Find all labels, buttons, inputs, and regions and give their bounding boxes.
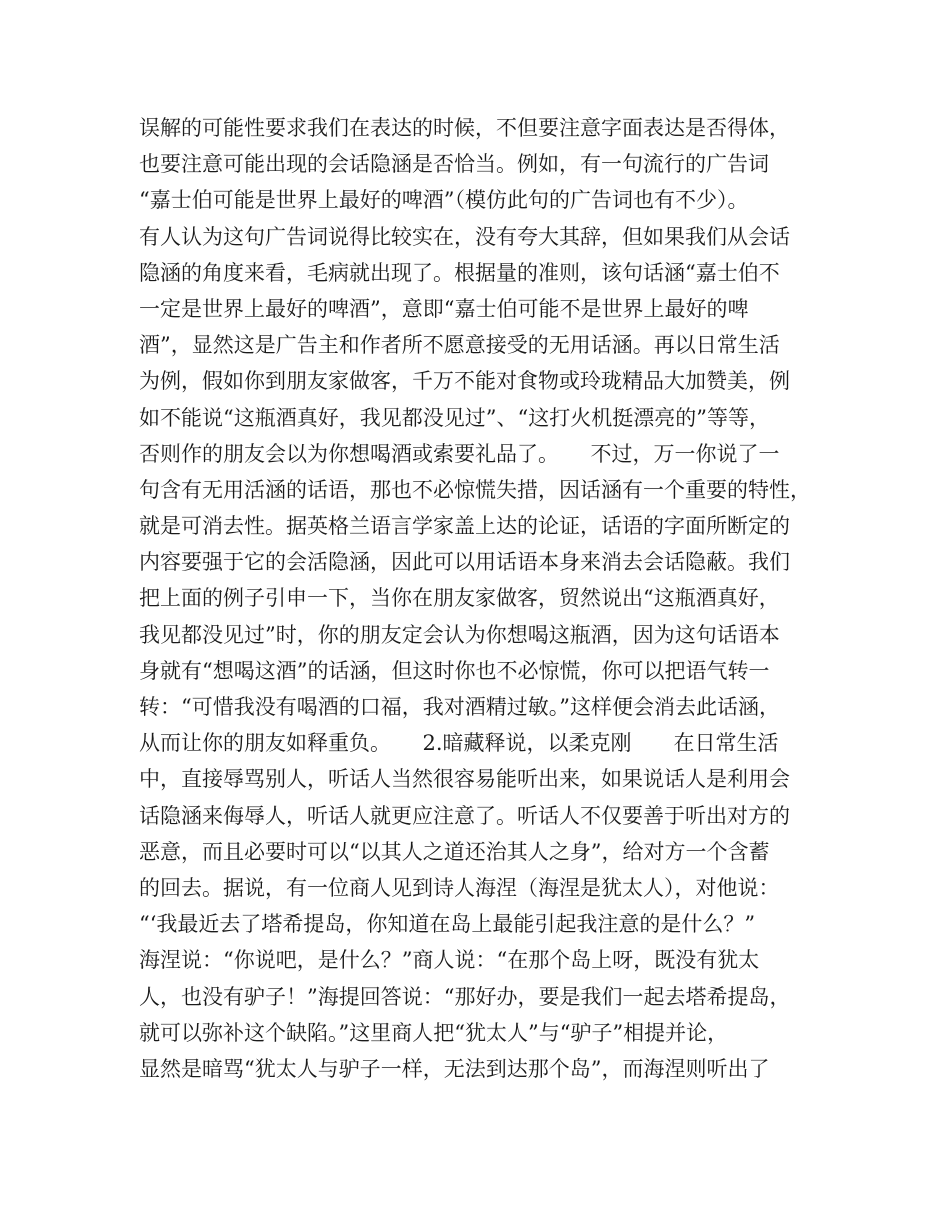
text-line: 就可以弥补这个缺陷。”这里商人把“犹太人”与“驴子”相提并论， <box>139 1020 729 1045</box>
text-line: 一定是世界上最好的啤酒”，意即“嘉士伯可能不是世界上最好的啤 <box>139 296 749 321</box>
text-line: 误解的可能性要求我们在表达的时候，不但要注意字面表达是否得体， <box>139 116 790 140</box>
text-line: 恶意，而且必要时可以“以其人之道还治其人之身”，给对方一个含蓄 <box>139 839 770 864</box>
text-line: 从而让你的朋友如释重负。 2.暗藏释说，以柔克刚 在日常生活 <box>139 731 779 756</box>
text-line: 海涅说：“你说吧，是什么？”商人说：“在那个岛上呀，既没有犹太 <box>139 948 760 973</box>
text-line: 句含有无用活涵的话语，那也不必惊慌失措，因话涵有一个重要的特性， <box>139 477 811 502</box>
text-line: “‘我最近去了塔希提岛，你知道在岛上最能引起我注意的是什么？” <box>139 912 756 937</box>
text-line: 也要注意可能出现的会话隐涵是否恰当。例如，有一句流行的广告词 <box>139 152 769 177</box>
text-line: 有人认为这句广告词说得比较实在，没有夸大其辞，但如果我们从会话 <box>139 224 790 249</box>
text-line: 内容要强于它的会活隐涵，因此可以用话语本身来消去会话隐蔽。我们 <box>139 550 790 575</box>
text-line: 酒”，显然这是广告主和作者所不愿意接受的无用话涵。再以日常生活 <box>139 333 780 358</box>
text-line: “嘉士伯可能是世界上最好的啤酒”（模仿此句的广告词也有不少）。 <box>139 188 749 213</box>
text-line: 如不能说“这瓶酒真好，我见都没见过”、“这打火机挺漂亮的”等等， <box>139 405 770 430</box>
text-line: 否则作的朋友会以为你想喝酒或索要礼品了。 不过，万一你说了一 <box>139 441 780 466</box>
text-line: 把上面的例子引申一下，当你在朋友家做客，贸然说出“这瓶酒真好， <box>139 586 780 611</box>
body-text <box>139 110 829 1087</box>
text-line: 我见都没见过”时，你的朋友定会认为你想喝这瓶酒，因为这句话语本 <box>139 622 780 647</box>
text-line: 中，直接辱骂别人，听话人当然很容易能听出来，如果说话人是利用会 <box>139 767 790 792</box>
text-line: 转：“可惜我没有喝酒的口福，我对酒精过敏。”这样便会消去此话涵， <box>139 695 780 719</box>
text-line: 隐涵的角度来看，毛病就出现了。根据量的准则，该句话涵“嘉士伯不 <box>139 260 780 285</box>
text-line: 话隐涵来侮辱人，听话人就更应注意了。听话人不仅要善于听出对方的 <box>139 803 790 828</box>
text-line: 身就有“想喝这酒”的话涵，但这时你也不必惊慌，你可以把语气转一 <box>139 658 770 683</box>
text-line: 的回去。据说，有一位商人见到诗人海涅（海涅是犹太人），对他说： <box>139 875 780 900</box>
text-line: 人，也没有驴子！”海提回答说：“那好办，要是我们一起去塔希提岛， <box>139 984 791 1009</box>
text-line: 为例，假如你到朋友家做客，千万不能对食物或玲珑精品大加赞美，例 <box>139 369 790 394</box>
text-line: 就是可消去性。据英格兰语言学家盖上达的论证，话语的字面所断定的 <box>139 514 790 539</box>
text-line: 显然是暗骂“犹太人与驴子一样，无法到达那个岛”，而海涅则听出了 <box>139 1056 770 1081</box>
